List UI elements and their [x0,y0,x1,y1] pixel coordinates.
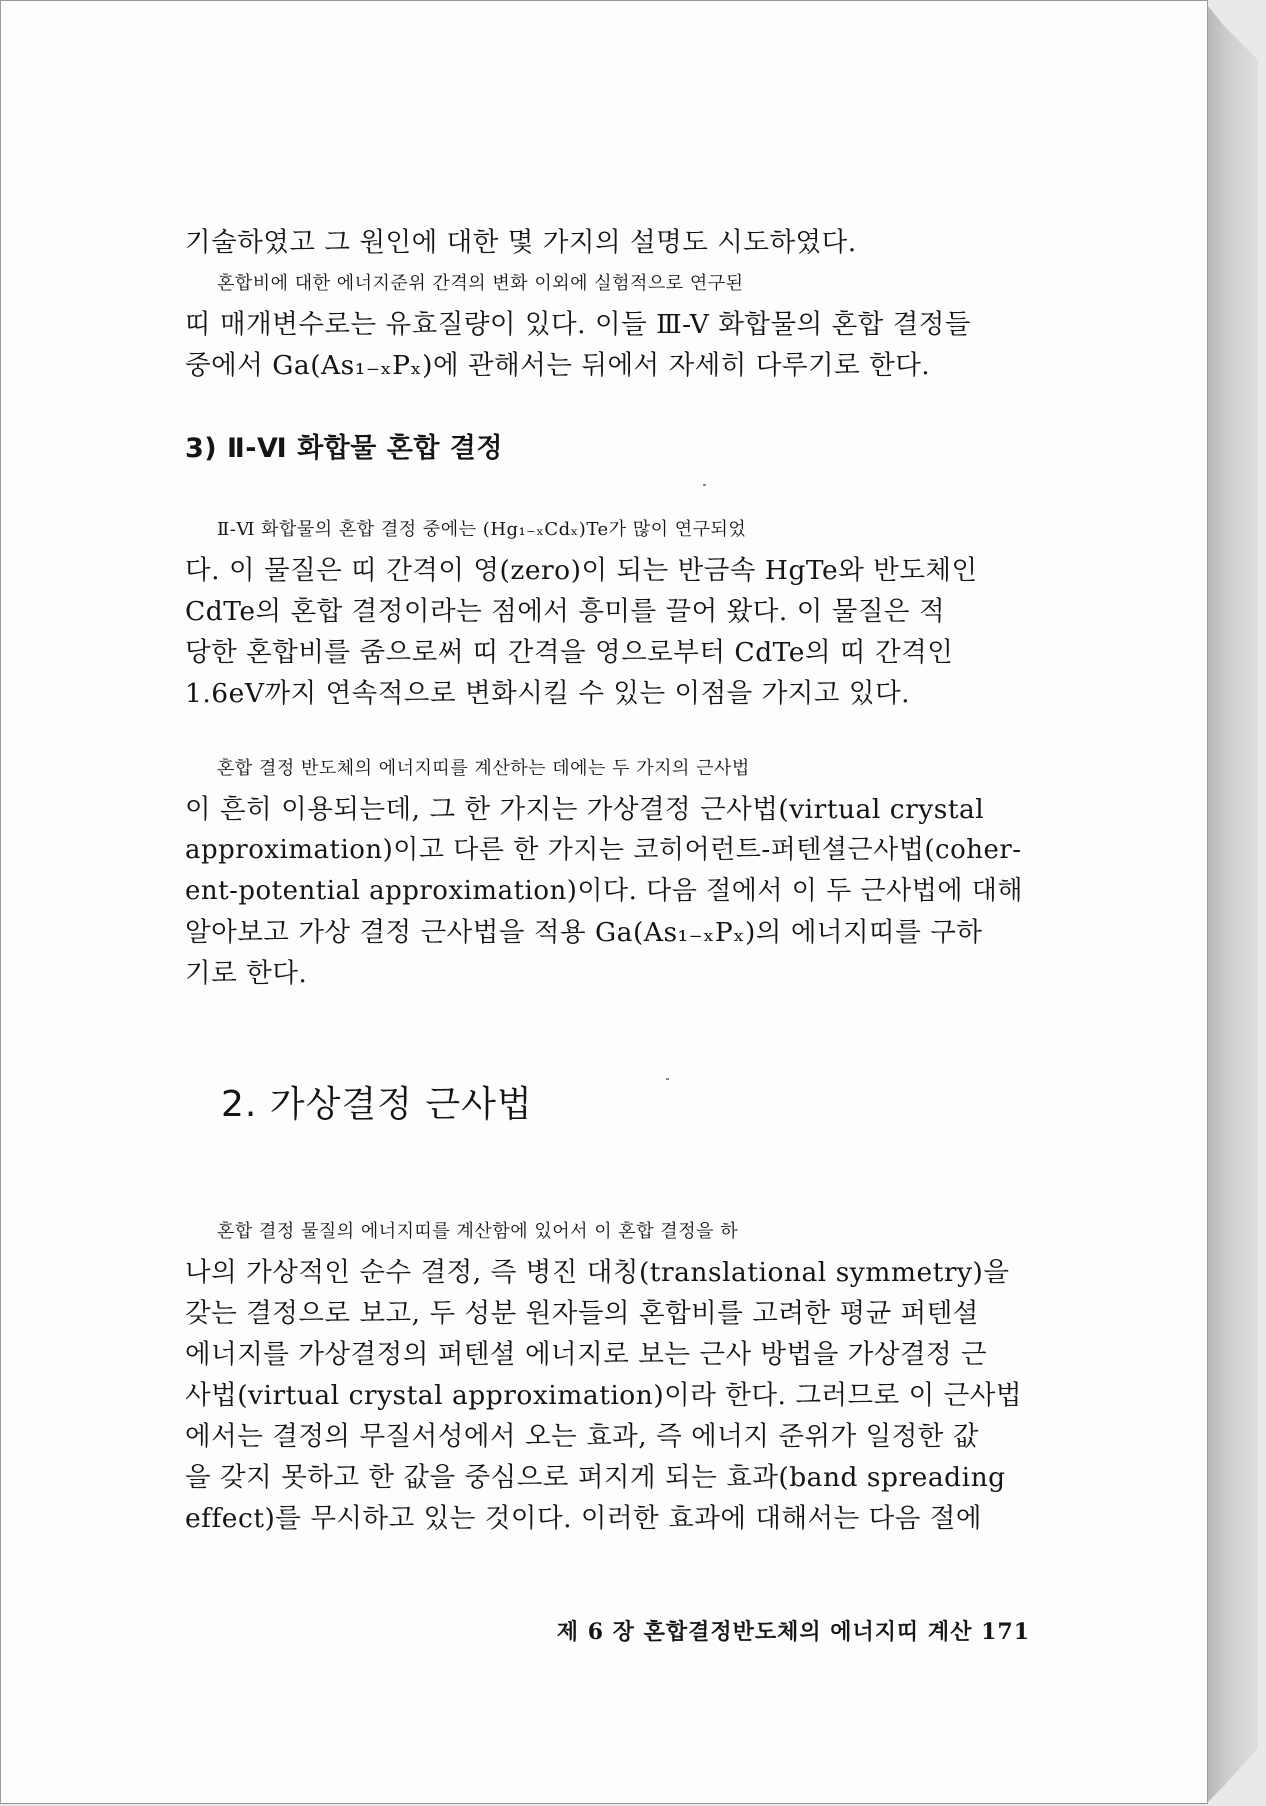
text-line: 기로 한다. [185,958,308,989]
text-line: Ⅱ-Ⅵ 화합물의 혼합 결정 중에는 (Hg₁₋ₓCdₓ)Te가 많이 연구되었 [217,519,747,540]
scan-speck [703,484,706,486]
text-line: 띠 매개변수로는 유효질량이 있다. 이들 Ⅲ-V 화합물의 혼합 결정들 [185,309,972,340]
text-line: 나의 가상적인 순수 결정, 즉 병진 대칭(translational symmetry)을 [185,1257,1010,1288]
text-line: effect)를 무시하고 있는 것이다. 이러한 효과에 대해서는 다음 절에 [185,1503,982,1534]
paragraph-approximations [185,748,1025,994]
text-line: 혼합 결정 물질의 에너지띠를 계산함에 있어서 이 혼합 결정을 하 [217,1221,739,1242]
paragraph-effective-mass [185,263,1025,386]
text-line: 혼합 결정 반도체의 에너지띠를 계산하는 데에는 두 가지의 근사법 [217,758,750,779]
text-line: 당한 혼합비를 줌으로써 띠 간격을 영으로부터 CdTe의 띠 간격인 [185,637,954,668]
text-line: 다. 이 물질은 띠 간격이 영(zero)이 되는 반금속 HgTe와 반도체인 [185,555,978,586]
text-line: 을 갖지 못하고 한 값을 중심으로 퍼지게 되는 효과(band spreading [185,1462,1006,1493]
intro-paragraph [185,222,1025,263]
text-line: 에서는 결정의 무질서성에서 오는 효과, 즉 에너지 준위가 일정한 값 [185,1421,979,1452]
text-line: 중에서 Ga(As₁₋ₓPₓ)에 관해서는 뒤에서 자세히 다루기로 한다. [185,350,931,381]
paragraph-hgcdte [185,509,1025,714]
text-line: approximation)이고 다른 한 가지는 코히어런트-퍼텐셜근사법(coher- [185,835,1022,865]
paragraph-virtual-crystal [185,1211,1025,1539]
page-content [185,222,1025,1539]
text-line: 1.6eV까지 연속적으로 변화시킬 수 있는 이점을 가지고 있다. [185,678,911,709]
text-line: 이 흔히 이용되는데, 그 한 가지는 가상결정 근사법(virtual crystal [185,794,985,825]
running-footer: 제 6 장 혼합결정반도체의 에너지띠 계산 171 [556,1619,1030,1645]
chapter-section-heading: 2. 가상결정 근사법 [221,1084,533,1125]
text-line: 사법(virtual crystal approximation)이라 한다. 그러므로 이 근사법 [185,1380,1022,1411]
page-edge-shadow [1208,6,1258,1802]
scan-speck [666,1078,669,1080]
text-line: 혼합비에 대한 에너지준위 간격의 변화 이외에 실험적으로 연구된 [217,273,744,294]
text-line: ent-potential approximation)이다. 다음 절에서 이 두 근사법에 대해 [185,876,1023,906]
text-line: CdTe의 혼합 결정이라는 점에서 흥미를 끌어 왔다. 이 물질은 적 [185,596,946,627]
text-line: 에너지를 가상결정의 퍼텐셜 에너지로 보는 근사 방법을 가상결정 근 [185,1339,988,1370]
text-line: 알아보고 가상 결정 근사법을 적용 Ga(As₁₋ₓPₓ)의 에너지띠를 구하 [185,917,983,948]
text-line: 기술하였고 그 원인에 대한 몇 가지의 설명도 시도하였다. [185,227,857,258]
section-heading: 3) Ⅱ-Ⅵ 화합물 혼합 결정 [185,433,503,464]
text-line: 갖는 결정으로 보고, 두 성분 원자들의 혼합비를 고려한 평균 퍼텐셜 [185,1298,979,1329]
